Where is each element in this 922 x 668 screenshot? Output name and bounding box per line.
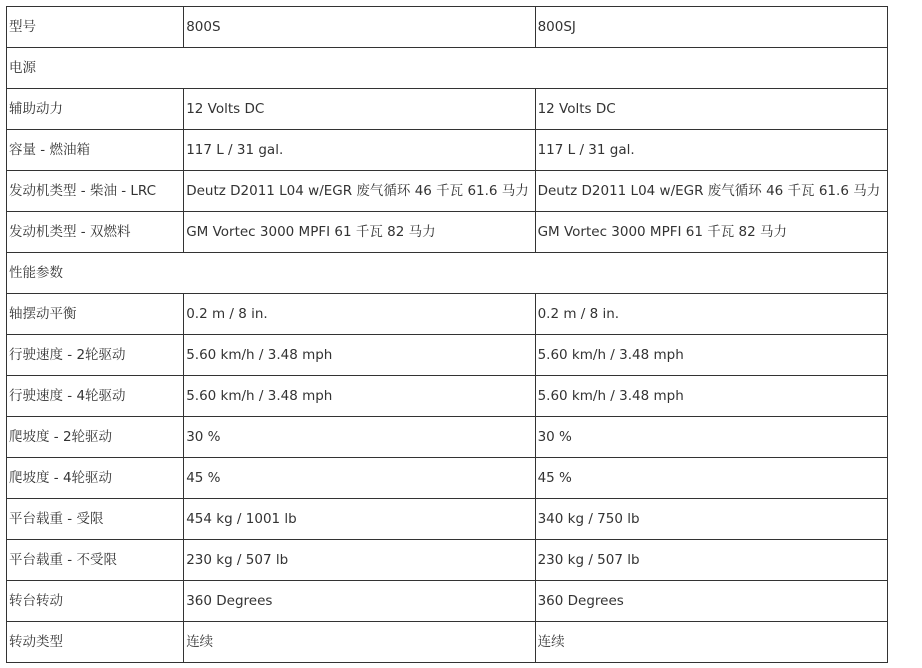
model-b-value-cell: 连续 [535,622,887,663]
header-label-cell: 型号 [7,7,184,48]
table-row [7,171,888,212]
model-b-value-cell: 30 % [535,417,887,458]
section-title-cell: 性能参数 [7,253,888,294]
spec-label-cell: 发动机类型 - 柴油 - LRC [7,171,184,212]
model-a-value-cell: 45 % [184,458,535,499]
model-b-value-cell: 45 % [535,458,887,499]
table-row [7,212,888,253]
spec-label-cell: 容量 - 燃油箱 [7,130,184,171]
model-b-value-cell: 360 Degrees [535,581,887,622]
table-row [7,417,888,458]
table-row [7,581,888,622]
table-row [7,89,888,130]
model-a-value-cell: 360 Degrees [184,581,535,622]
model-a-value-cell: 连续 [184,622,535,663]
table-row [7,130,888,171]
spec-label-cell: 发动机类型 - 双燃料 [7,212,184,253]
model-a-value-cell: 230 kg / 507 lb [184,540,535,581]
model-b-value-cell: 230 kg / 507 lb [535,540,887,581]
spec-label-cell: 平台载重 - 受限 [7,499,184,540]
model-b-value-cell: Deutz D2011 L04 w/EGR 废气循环 46 千瓦 61.6 马力 [535,171,887,212]
model-a-value-cell: 5.60 km/h / 3.48 mph [184,376,535,417]
header-row [7,7,888,48]
table-row [7,622,888,663]
spec-label-cell: 轴摆动平衡 [7,294,184,335]
model-a-value-cell: 454 kg / 1001 lb [184,499,535,540]
spec-label-cell: 转动类型 [7,622,184,663]
spec-label-cell: 转台转动 [7,581,184,622]
model-a-value-cell: 117 L / 31 gal. [184,130,535,171]
spec-table [6,6,888,663]
spec-label-cell: 爬坡度 - 2轮驱动 [7,417,184,458]
model-a-value-cell: 12 Volts DC [184,89,535,130]
table-row [7,376,888,417]
model-b-value-cell: GM Vortec 3000 MPFI 61 千瓦 82 马力 [535,212,887,253]
spec-label-cell: 爬坡度 - 4轮驱动 [7,458,184,499]
model-b-value-cell: 12 Volts DC [535,89,887,130]
spec-label-cell: 辅助动力 [7,89,184,130]
model-a-value-cell: 5.60 km/h / 3.48 mph [184,335,535,376]
model-a-value-cell: Deutz D2011 L04 w/EGR 废气循环 46 千瓦 61.6 马力 [184,171,535,212]
table-row [7,499,888,540]
section-row-power [7,48,888,89]
model-b-value-cell: 5.60 km/h / 3.48 mph [535,376,887,417]
section-row-performance [7,253,888,294]
model-a-value-cell: GM Vortec 3000 MPFI 61 千瓦 82 马力 [184,212,535,253]
model-b-value-cell: 117 L / 31 gal. [535,130,887,171]
table-row [7,540,888,581]
model-b-header-cell: 800SJ [535,7,887,48]
table-row [7,294,888,335]
spec-table-body [7,7,888,663]
model-b-value-cell: 5.60 km/h / 3.48 mph [535,335,887,376]
table-row [7,335,888,376]
model-b-value-cell: 0.2 m / 8 in. [535,294,887,335]
model-a-value-cell: 0.2 m / 8 in. [184,294,535,335]
spec-label-cell: 行驶速度 - 2轮驱动 [7,335,184,376]
spec-label-cell: 行驶速度 - 4轮驱动 [7,376,184,417]
table-row [7,458,888,499]
model-a-header-cell: 800S [184,7,535,48]
model-b-value-cell: 340 kg / 750 lb [535,499,887,540]
spec-label-cell: 平台载重 - 不受限 [7,540,184,581]
section-title-cell: 电源 [7,48,888,89]
model-a-value-cell: 30 % [184,417,535,458]
